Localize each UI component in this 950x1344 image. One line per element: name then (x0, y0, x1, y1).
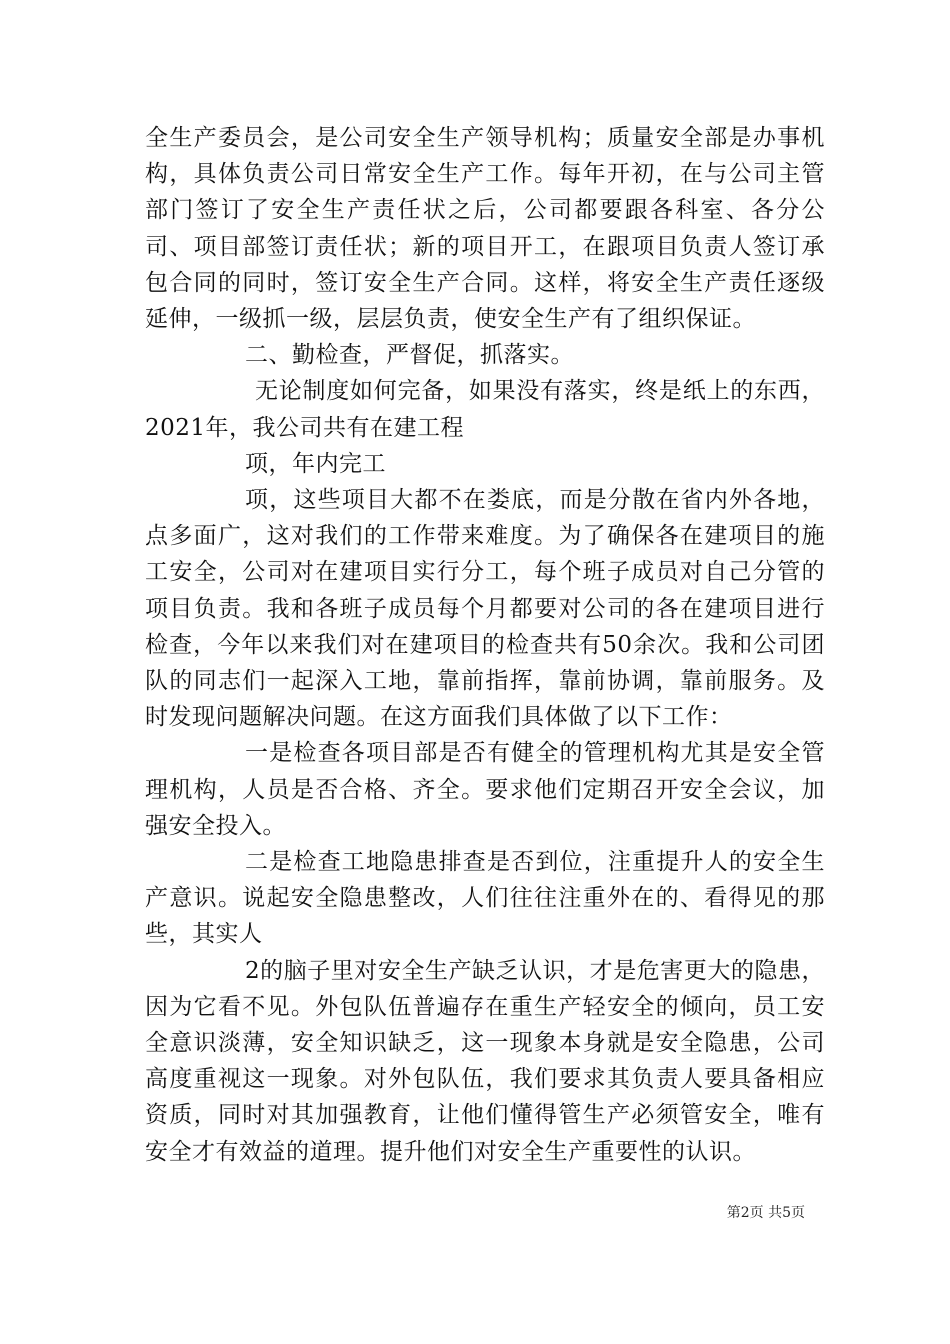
paragraph-7: 二是检查工地隐患排查是否到位，注重提升人的安全生产意识。说起安全隐患整改，人们往往注重外在的、看得见的那些，其实人 (145, 849, 825, 948)
paragraph-3: 无论制度如何完备，如果没有落实，终是纸上的东西，2021年，我公司共有在建工程 (145, 378, 825, 441)
paragraph-6: 一是检查各项目部是否有健全的管理机构尤其是安全管理机构，人员是否合格、齐全。要求他们定期召开安全会议，加强安全投入。 (145, 740, 825, 839)
section-heading-2: 二、勤检查，严督促，抓落实。 (245, 342, 574, 369)
page-number-footer: 第2页 共5页 (726, 1205, 805, 1221)
paragraph-5: 项，这些项目大都不在娄底，而是分散在省内外各地，点多面广，这对我们的工作带来难度。为了确保各在建项目的施工安全，公司对在建项目实行分工，每个班子成员对自己分管的项目负责。我和各班子成员每个月都要对公司的各在建项目进行检查，今年以来我们对在建项目的检查共有50余次。我和公司团队的同志们一起深入工地，靠前指挥，靠前协调，靠前服务。及时发现问题解决问题。在这方面我们具体做了以下工作： (145, 487, 825, 731)
paragraph-4: 项，年内完工 (245, 450, 386, 477)
paragraph-1: 全生产委员会，是公司安全生产领导机构；质量安全部是办事机构，具体负责公司日常安全生产工作。每年开初，在与公司主管部门签订了安全生产责任状之后，公司都要跟各科室、各分公司、项目部签订责任状；新的项目开工，在跟项目负责人签订承包合同的同时，签订安全生产合同。这样，将安全生产责任逐级延伸，一级抓一级，层层负责，使安全生产有了组织保证。 (145, 125, 825, 333)
paragraph-8: 2的脑子里对安全生产缺乏认识，才是危害更大的隐患，因为它看不见。外包队伍普遍存在重生产轻安全的倾向，员工安全意识淡薄，安全知识缺乏，这一现象本身就是安全隐患，公司高度重视这一现象。对外包队伍，我们要求其负责人要具备相应资质，同时对其加强教育，让他们懂得管生产必须管安全，唯有安全才有效益的道理。提升他们对安全生产重要性的认识。 (145, 957, 825, 1165)
document-body (145, 120, 825, 1170)
